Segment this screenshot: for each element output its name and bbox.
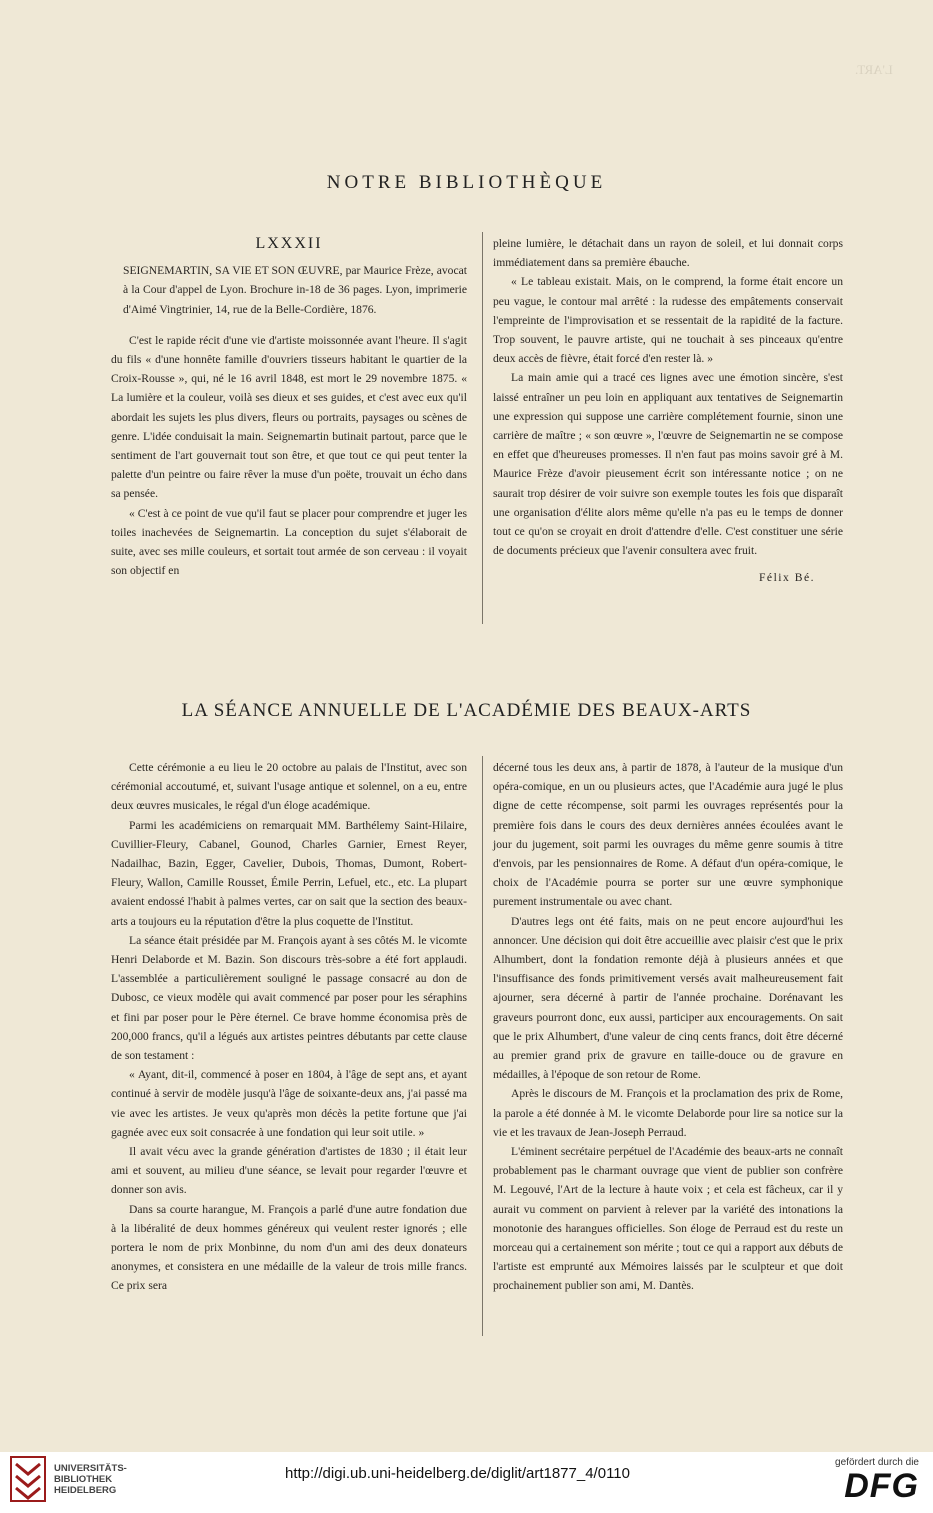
- bibliographic-entry: SEIGNEMARTIN, SA VIE ET SON ŒUVRE, par Maurice Frèze, avocat à la Cour d'appel de Lyon. Brochure in-18 de 36 pages. Lyon, imprimerie d'Aimé Vingtrinier, 14, rue de la Belle-Cordière, 1876.: [123, 264, 467, 316]
- paragraph: Cette cérémonie a eu lieu le 20 octobre au palais de l'Institut, avec son cérémonial accoutumé, et, suivant l'usage antique et solennel, on a eu, entre deux œuvres musicales, le régal d'un éloge académique.: [111, 761, 467, 813]
- author-signature: Félix Bé.: [758, 571, 815, 585]
- column-divider: [482, 756, 483, 1336]
- paragraph: « Le tableau existait. Mais, on le comprend, la forme était encore un peu vague, le contour mal arrêté : la rudesse des empâtements conservait l'empreinte de l'improvisation et se ressentait de la rapidité de la facture. Trop souvent, le pauvre artiste, qui ne touchait à ses pinceaux qu'entre deux accès de fièvre, était forcé d'en rester là. »: [493, 275, 843, 366]
- university-library-logo[interactable]: [10, 1456, 127, 1502]
- paragraph: D'autres legs ont été faits, mais on ne peut encore aujourd'hui les annoncer. Une décision qui doit être accueillie avec plaisir c'est que le prix Alhumbert, dont la fondation remonte déjà à plusieurs années et que l'insuffisance des fonds primitivement versés avait malheureusement fait ajourner, sera décerné à partir de l'année prochaine. Dorénavant les graveurs pourront donc, eux aussi, participer aux encouragements. On sait que le prix Alhumbert, d'une valeur de cinq cents francs, doit être décerné au premier grand prix de gravure en taille-douce ou de gravure en médailles, à l'époque de son retour de Rome.: [493, 914, 843, 1082]
- paragraph: Parmi les académiciens on remarquait MM. Barthélemy Saint-Hilaire, Cuvillier-Fleury, Cabanel, Gounod, Charles Garnier, Ernest Reyer, Nadailhac, Bazin, Egger, Cavelier, Dubois, Thomas, Dumont, Robert-Fleury, Wallon, Camille Rousset, Émile Perrin, Lefuel, etc., etc. La plupart avaient endossé l'habit à palmes vertes, car on sait que la section des beaux-arts a toujours eu la réputation d'être la plus coquette de l'Institut.: [111, 818, 467, 928]
- paragraph: « C'est à ce point de vue qu'il faut se placer pour comprendre et juger les toiles inachevées de Seignemartin. La conception du sujet s'élaborait de suite, avec ses mille couleurs, et sortait tout armée de son cerveau : il voyait son objectif en: [111, 506, 467, 578]
- paragraph: décerné tous les deux ans, à partir de 1878, à l'auteur de la musique d'un opéra-comique, en un ou plusieurs actes, que l'Académie aura jugé le plus digne de cette récompense, soit parmi les ouvrages représentés pour la première fois dans le cours des deux dernières années écoulées avant le jour du jugement, soit parmi les ouvrages du même genre soumis à titre d'envois, par les pensionnaires de Rome. A défaut d'un opéra-comique, le choix de l'Académie pourra se porter sur une œuvre symphonique purement instrumentale ou avec chant.: [493, 761, 843, 909]
- column-left-academie: [111, 758, 467, 1296]
- funding-text: gefördert durch die: [835, 1457, 919, 1468]
- paragraph: L'éminent secrétaire perpétuel de l'Académie des beaux-arts ne connaît probablement pas le charmant ouvrage que vient de publier son confrère M. Legouvé, l'Art de la lecture à haute voix ; et cela est fâcheux, car il y aurait vu comment on parvient à relever par la variété des intonations la monotonie des harangues officielles. Son éloge de Perraud est du reste un morceau qui a certainement son mérite ; tout ce qui a rapport aux débuts de l'artiste est emprunté aux Mémoires laissés par le sculpteur et que doit prochainement publier son ami, M. Dantès.: [493, 1145, 843, 1293]
- section-title-academie: LA SÉANCE ANNUELLE DE L'ACADÉMIE DES BEAUX-ARTS: [181, 700, 752, 721]
- viewer-footer: [0, 1452, 933, 1513]
- dfg-logo: DFG: [844, 1467, 919, 1505]
- paragraph: « Ayant, dit-il, commencé à poser en 1804, à l'âge de sept ans, et ayant continué à servir de modèle jusqu'à l'âge de soixante-deux ans, j'ai passé ma vie avec les artistes. Je veux qu'après mon décès la petite fortune que j'ai gagnée avec eux soit consacrée à une fondation qui leur soit utile. »: [111, 1068, 467, 1139]
- column-divider: [482, 232, 483, 624]
- library-name: UNIVERSITÄTS- BIBLIOTHEK HEIDELBERG: [54, 1462, 127, 1496]
- bleed-through-text: L'ART.: [855, 62, 893, 77]
- column-right-bibliotheque: [493, 234, 843, 588]
- permalink-url[interactable]: http://digi.ub.uni-heidelberg.de/diglit/art1877_4/0110: [285, 1465, 630, 1482]
- section-title-bibliotheque: NOTRE BIBLIOTHÈQUE: [326, 172, 607, 193]
- library-emblem-icon: [10, 1456, 46, 1502]
- paragraph: Dans sa courte harangue, M. François a parlé d'une autre fondation due à la libéralité de deux hommes généreux qui veulent rester ignorés ; elle portera le nom de prix Monbinne, du nom d'un ami des deux donateurs anonymes, et consistera en une médaille de la valeur de trois mille francs. Ce prix sera: [111, 1202, 467, 1293]
- column-right-academie: [493, 758, 843, 1296]
- paragraph: pleine lumière, le détachait dans un rayon de soleil, et lui donnait corps immédiatement dans sa première ébauche.: [493, 237, 843, 270]
- paragraph: Il avait vécu avec la grande génération d'artistes de 1830 ; il était leur ami et souvent, au milieu d'une séance, se levait pour regarder l'œuvre et donner son avis.: [111, 1145, 467, 1197]
- review-number: LXXXII: [255, 235, 323, 252]
- funding-badge[interactable]: [835, 1457, 919, 1504]
- paragraph: C'est le rapide récit d'une vie d'artiste moissonnée avant l'heure. Il s'agit du fils « d'une honnête famille d'ouvriers tisseurs habitant le quartier de la Croix-Rousse », qui, né le 16 avril 1848, est mort le 29 novembre 1875. « La lumière et la couleur, voilà ses dieux et ses guides, et c'est avec eux qu'il abordait les sujets les plus divers, fleurs ou portraits, paysages ou scènes de genre. L'idée conduisait la main. Seignemartin butinait partout, parce que le sentiment de l'art gouvernait tout son être, et que tout ce qui peut tenter la palette d'un peintre ou faire rêver la muse d'un poëte, trouvait un écho dans sa pensée.: [111, 333, 467, 501]
- column-left-bibliotheque: [111, 234, 467, 580]
- paragraph: La main amie qui a tracé ces lignes avec une émotion sincère, s'est laissé entraîner un peu loin en appliquant aux tentatives de Seignemartin une expression qui suppose une carrière complétement fournie, sinon une carrière de maître ; « son œuvre », l'œuvre de Seignemartin ne se compose en effet que d'heureuses promesses. Il n'en faut pas moins savoir gré à M. Maurice Frèze d'avoir pieusement écrit son intéressante notice ; on ne saurait trop désirer de voir suivre son exemple toutes les fois que disparaît une organisation d'élite alors même qu'elle n'a pas eu le temps de donner tout ce qu'on se croyait en droit d'attendre d'elle. C'est constituer une série de documents précieux que l'avenir consultera avec fruit.: [493, 371, 843, 558]
- paragraph: Après le discours de M. François et la proclamation des prix de Rome, la parole a été donnée à M. le vicomte Delaborde pour lire sa notice sur la vie et les travaux de Jean-Joseph Perraud.: [493, 1087, 843, 1139]
- paragraph: La séance était présidée par M. François ayant à ses côtés M. le vicomte Henri Delaborde et M. Bazin. Son discours très-sobre a été fort applaudi. L'assemblée a particulièrement souligné le passage consacré au don de Dubosc, ce vieux modèle qui avait commencé par poser pour les séraphins et fini par poser pour le Père éternel. Ce brave homme économisa près de 200,000 francs, qu'il a légués aux artistes peintres débutants par cette clause de son testament :: [111, 933, 467, 1063]
